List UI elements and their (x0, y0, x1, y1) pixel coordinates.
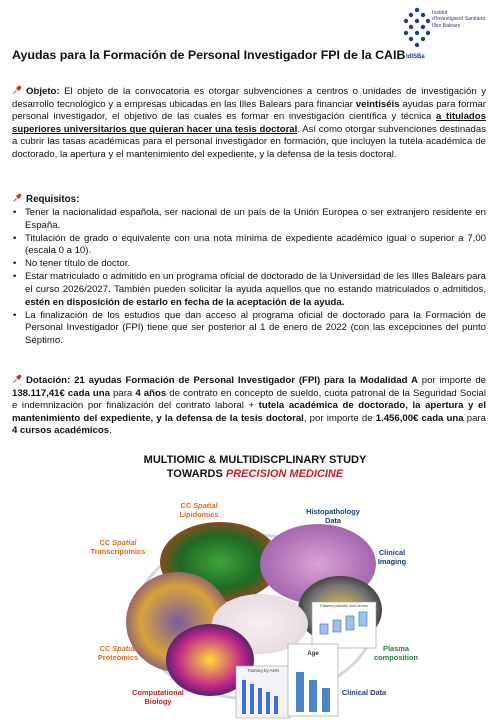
objeto-text-2: ayudas para formar personal investigador, el objetivo de las cuales es formar en investigación científica y técnica (12, 98, 487, 123)
objeto-bold-1: veintiséis (355, 98, 400, 110)
list-item: • No tener título de doctor. (12, 258, 486, 271)
label-prot-c: Proteomics (97, 653, 139, 662)
dotacion-text: , por importe de (303, 412, 376, 424)
label-transcr-b: Spatial (112, 538, 137, 547)
label-age: Age (307, 651, 319, 657)
label-proteomics (88, 644, 148, 662)
dotacion-bold-tutela: tutela académica de doctorado, la apertura y el mantenimiento del expediente, y la defensa de la tesis doctoral (12, 400, 486, 424)
list-item (12, 271, 486, 309)
dotacion-paragraph (12, 374, 486, 438)
logo-short: IdISBa (406, 54, 425, 60)
objeto-text-3: . Así como otorgar subvenciones destinadas a cubrir las tasas académicas para el personal investigador en formación, que incluyen la tutela académica de doctorado, la apertura y el mantenimiento del expediente, y la defensa de la tesis doctoral. (12, 123, 486, 160)
label-prot-a: CC (99, 644, 113, 653)
objeto-text-1: El objeto de la convocatoria es otorgar subvenciones a centros o unidades de investigación y desarrollo tecnológico y a empresas ubicadas en las Illes Balears para financiar (12, 86, 486, 110)
logo-line-1: Institut (432, 10, 448, 16)
figure-title-2a: TOWARDS (166, 468, 226, 480)
dotacion-text: para (109, 387, 136, 399)
dotacion-years: 4 años (135, 387, 167, 399)
logo-text (432, 10, 485, 29)
figure-title-2b: PRECISION MEDICINE (225, 468, 344, 480)
pushpin-icon (12, 85, 22, 95)
label-lipidomics-c: Lipidomics (179, 510, 219, 519)
label-computational (120, 688, 196, 706)
multiomic-figure (90, 452, 420, 720)
label-prot-b: Spatial (112, 644, 137, 653)
label-ann: Training by ANN (247, 668, 279, 673)
label-clinical-imaging (366, 548, 418, 566)
label-histo-1: Histopathology (306, 507, 360, 516)
label-imaging-2: Imaging (377, 557, 407, 566)
label-histopathology (298, 507, 368, 525)
list-item: • Titulación de grado o equivalente con una nota mínima de expediente académico igual o superior a 7,00 (escala 0 a 10). (12, 233, 486, 258)
label-plasma-2: composition (374, 653, 418, 662)
figure-graphics (90, 452, 420, 720)
objeto-underline: a titulados superiores universitarios que quieran hacer una tesis doctoral (12, 111, 486, 135)
dotacion-label: Dotación: 21 ayudas Formación de Personal Investigador (FPI) para la Modalidad A (26, 375, 418, 386)
logo-line-3: Illes Balears (432, 22, 461, 29)
label-comp-1: Computational (132, 688, 184, 697)
figure-title-1: MULTIOMIC & MULTIDISCPLINARY STUDY (143, 454, 367, 466)
dotacion-amount-2: 1.456,00€ cada una (375, 412, 464, 424)
idisba-logo-icon (402, 6, 432, 52)
requisitos-list (12, 207, 486, 348)
dotacion-text: por importe de (417, 375, 486, 386)
label-histo-2: Data (324, 516, 342, 525)
list-item: • Tener la nacionalidad española, ser nacional de un país de la Unión Europea o ser extranjero residente en España. (12, 207, 486, 232)
requisitos-label: Requisitos: (26, 194, 80, 205)
label-transcr-a: CC (99, 538, 113, 547)
dotacion-cursos: 4 cursos académicos (12, 425, 110, 437)
objeto-paragraph (12, 85, 486, 162)
label-plasma-1: Plasma (383, 644, 409, 653)
label-plasma (372, 644, 420, 662)
dotacion-text: de contrato en concepto de sueldo, cuota patronal de la Seguridad Social e indemnización por finalización del contrato laboral + (12, 387, 486, 412)
label-lipidomics-a: CC (180, 501, 194, 510)
logo-line-2: d'Investigació Sanitària (432, 16, 486, 23)
req-4-bold: estén en disposición de estarlo en fecha de la aceptación de la ayuda. (25, 296, 345, 308)
label-transcriptomics (80, 538, 156, 556)
label-imaging-1: Clinical (378, 548, 406, 557)
label-comp-2: Biology (144, 697, 172, 706)
objeto-label: Objeto: (26, 86, 60, 97)
label-lipidomics-b: Spatial (193, 501, 218, 510)
dotacion-amount: 138.117,41€ cada una (12, 387, 110, 399)
dotacion-text: para (463, 412, 486, 424)
pushpin-icon (12, 374, 22, 384)
req-4-text: Estar matriculado o admitido en un programa oficial de doctorado de la Universidad de les Illes Balears para el curso 2026/2027. También pueden solicitar la ayuda aquellos que no estando matriculados o admitidos, (25, 271, 486, 296)
label-clinical-data: Clinical Data (341, 688, 387, 697)
label-transcr-c: Transcripomics (90, 547, 146, 556)
pushpin-icon (12, 193, 22, 203)
dotacion-text: . (109, 425, 112, 437)
requisitos-heading (12, 193, 486, 207)
list-item: • La finalización de los estudios que dan acceso al programa oficial de doctorado para la Formación de Personal Investigador (FPI) tiene que ser posterior al 1 de enero de 2022 (con las excepciones del punto Séptimo. (12, 310, 486, 348)
label-boxplot-title: Plasma palmitic acid levels (320, 603, 368, 608)
page-title: Ayudas para la Formación de Personal Investigador FPI de la CAIB (12, 48, 406, 62)
label-lipidomics (164, 501, 234, 519)
